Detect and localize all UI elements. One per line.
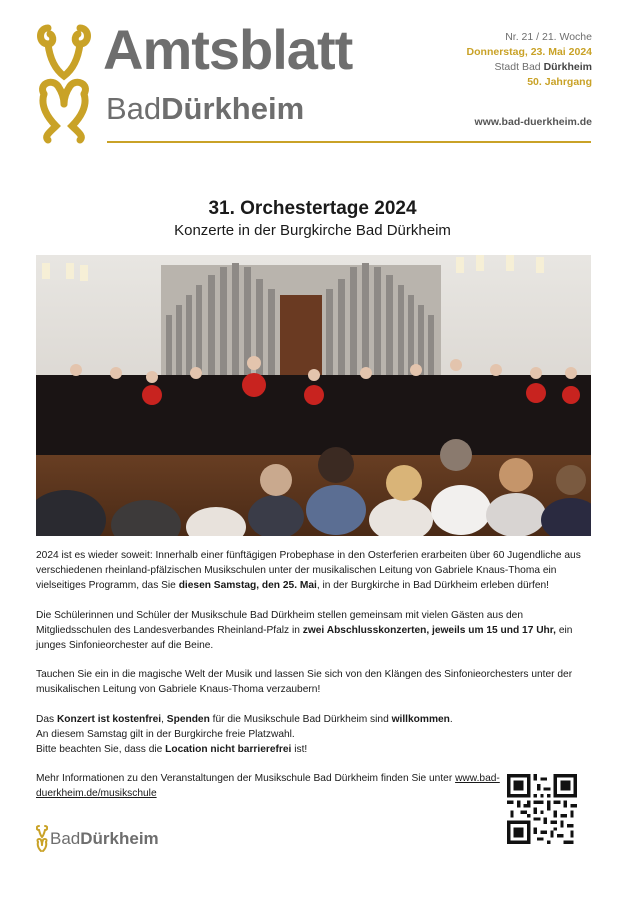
subtitle-light: Bad: [106, 91, 162, 126]
article-subheadline: Konzerte in der Burgkirche Bad Dürkheim: [174, 222, 451, 239]
donations-emphasis: Spenden: [166, 713, 210, 725]
article-headline: 31. Orchestertage 2024: [208, 198, 417, 219]
city-logo-icon: [36, 22, 92, 144]
issue-volume: 50. Jahrgang: [527, 76, 592, 88]
text: für die Musikschule Bad Dürkheim sind: [209, 713, 392, 725]
footer-wordmark: [50, 829, 159, 849]
footer-light: Bad: [50, 829, 81, 848]
issue-date: Donnerstag, 23. Mai 2024: [466, 46, 592, 58]
text: .: [449, 713, 453, 725]
footer-bold: Dürkheim: [80, 829, 159, 848]
accessibility-emphasis: Location nicht barrierefrei: [165, 743, 292, 755]
masthead-subtitle: [106, 93, 304, 124]
text: ,: [161, 713, 167, 725]
text: Das: [36, 713, 57, 725]
city-prefix: Stadt Bad: [494, 61, 544, 73]
text: Bitte beachten Sie, dass die: [36, 743, 166, 755]
issue-city: [467, 60, 592, 75]
seating-note: An diesem Samstag gilt in der Burgkirche freie Platzwahl.: [36, 728, 295, 740]
paragraph-intro: [36, 548, 591, 593]
masthead-title: Amtsblatt: [103, 18, 353, 81]
paragraph-concerts: [36, 608, 591, 653]
issue-meta: [467, 30, 592, 90]
welcome-emphasis: willkommen: [391, 713, 450, 725]
footer-logo-icon: [36, 824, 48, 854]
date-emphasis: diesen Samstag, den 25. Mai: [178, 580, 317, 591]
text: , in der Burgkirche in Bad Dürkheim erleben dürfen!: [316, 580, 550, 591]
text: Mehr Informationen zu den Veranstaltungen der Musikschule Bad Dürkheim finden Sie unter: [36, 773, 456, 784]
music-school-link[interactable]: www.bad-duerkheim.de/musikschule: [36, 773, 500, 799]
subtitle-bold: Dürkheim: [161, 91, 305, 126]
text: Die Schülerinnen und Schüler der Musikschule Bad Dürkheim stellen gemeinsam mit vielen Gästen aus den Mitgliedsschulen des Landesverbandes Rheinland-Pfalz in: [36, 609, 523, 636]
masthead-divider: [107, 141, 591, 143]
text: ein junges Sinfonieorchester auf die Beine.: [36, 624, 573, 651]
orchestra-concert-photo: [36, 255, 591, 536]
times-emphasis: zwei Abschlusskonzerten, jeweils um 15 und 17 Uhr,: [302, 624, 557, 636]
website-link[interactable]: www.bad-duerkheim.de: [474, 116, 592, 128]
text: ist!: [291, 743, 308, 755]
paragraph-info: [36, 712, 591, 757]
text: 2024 ist es wieder soweit: Innerhalb einer fünftägigen Probephase in den Osterferien erarbeiten über 60 Jugendliche aus verschiedenen rheinland-pfälzischen Musikschulen unter der musikalischen Leitung von Gabriele Knaus-Thoma ein vielseitiges Programm, das Sie: [36, 550, 581, 591]
issue-number: Nr. 21 / 21. Woche: [505, 31, 592, 43]
paragraph-invite: Tauchen Sie ein in die magische Welt der Musik und lassen Sie sich von den Klängen des Sinfonieorchesters unter der musikalischen Leitung von Gabriele Knaus-Thoma verzaubern!: [36, 669, 573, 695]
free-emphasis: Konzert ist kostenfrei: [56, 713, 162, 725]
city-bold: Dürkheim: [543, 61, 592, 73]
qr-code-icon[interactable]: [507, 774, 577, 844]
